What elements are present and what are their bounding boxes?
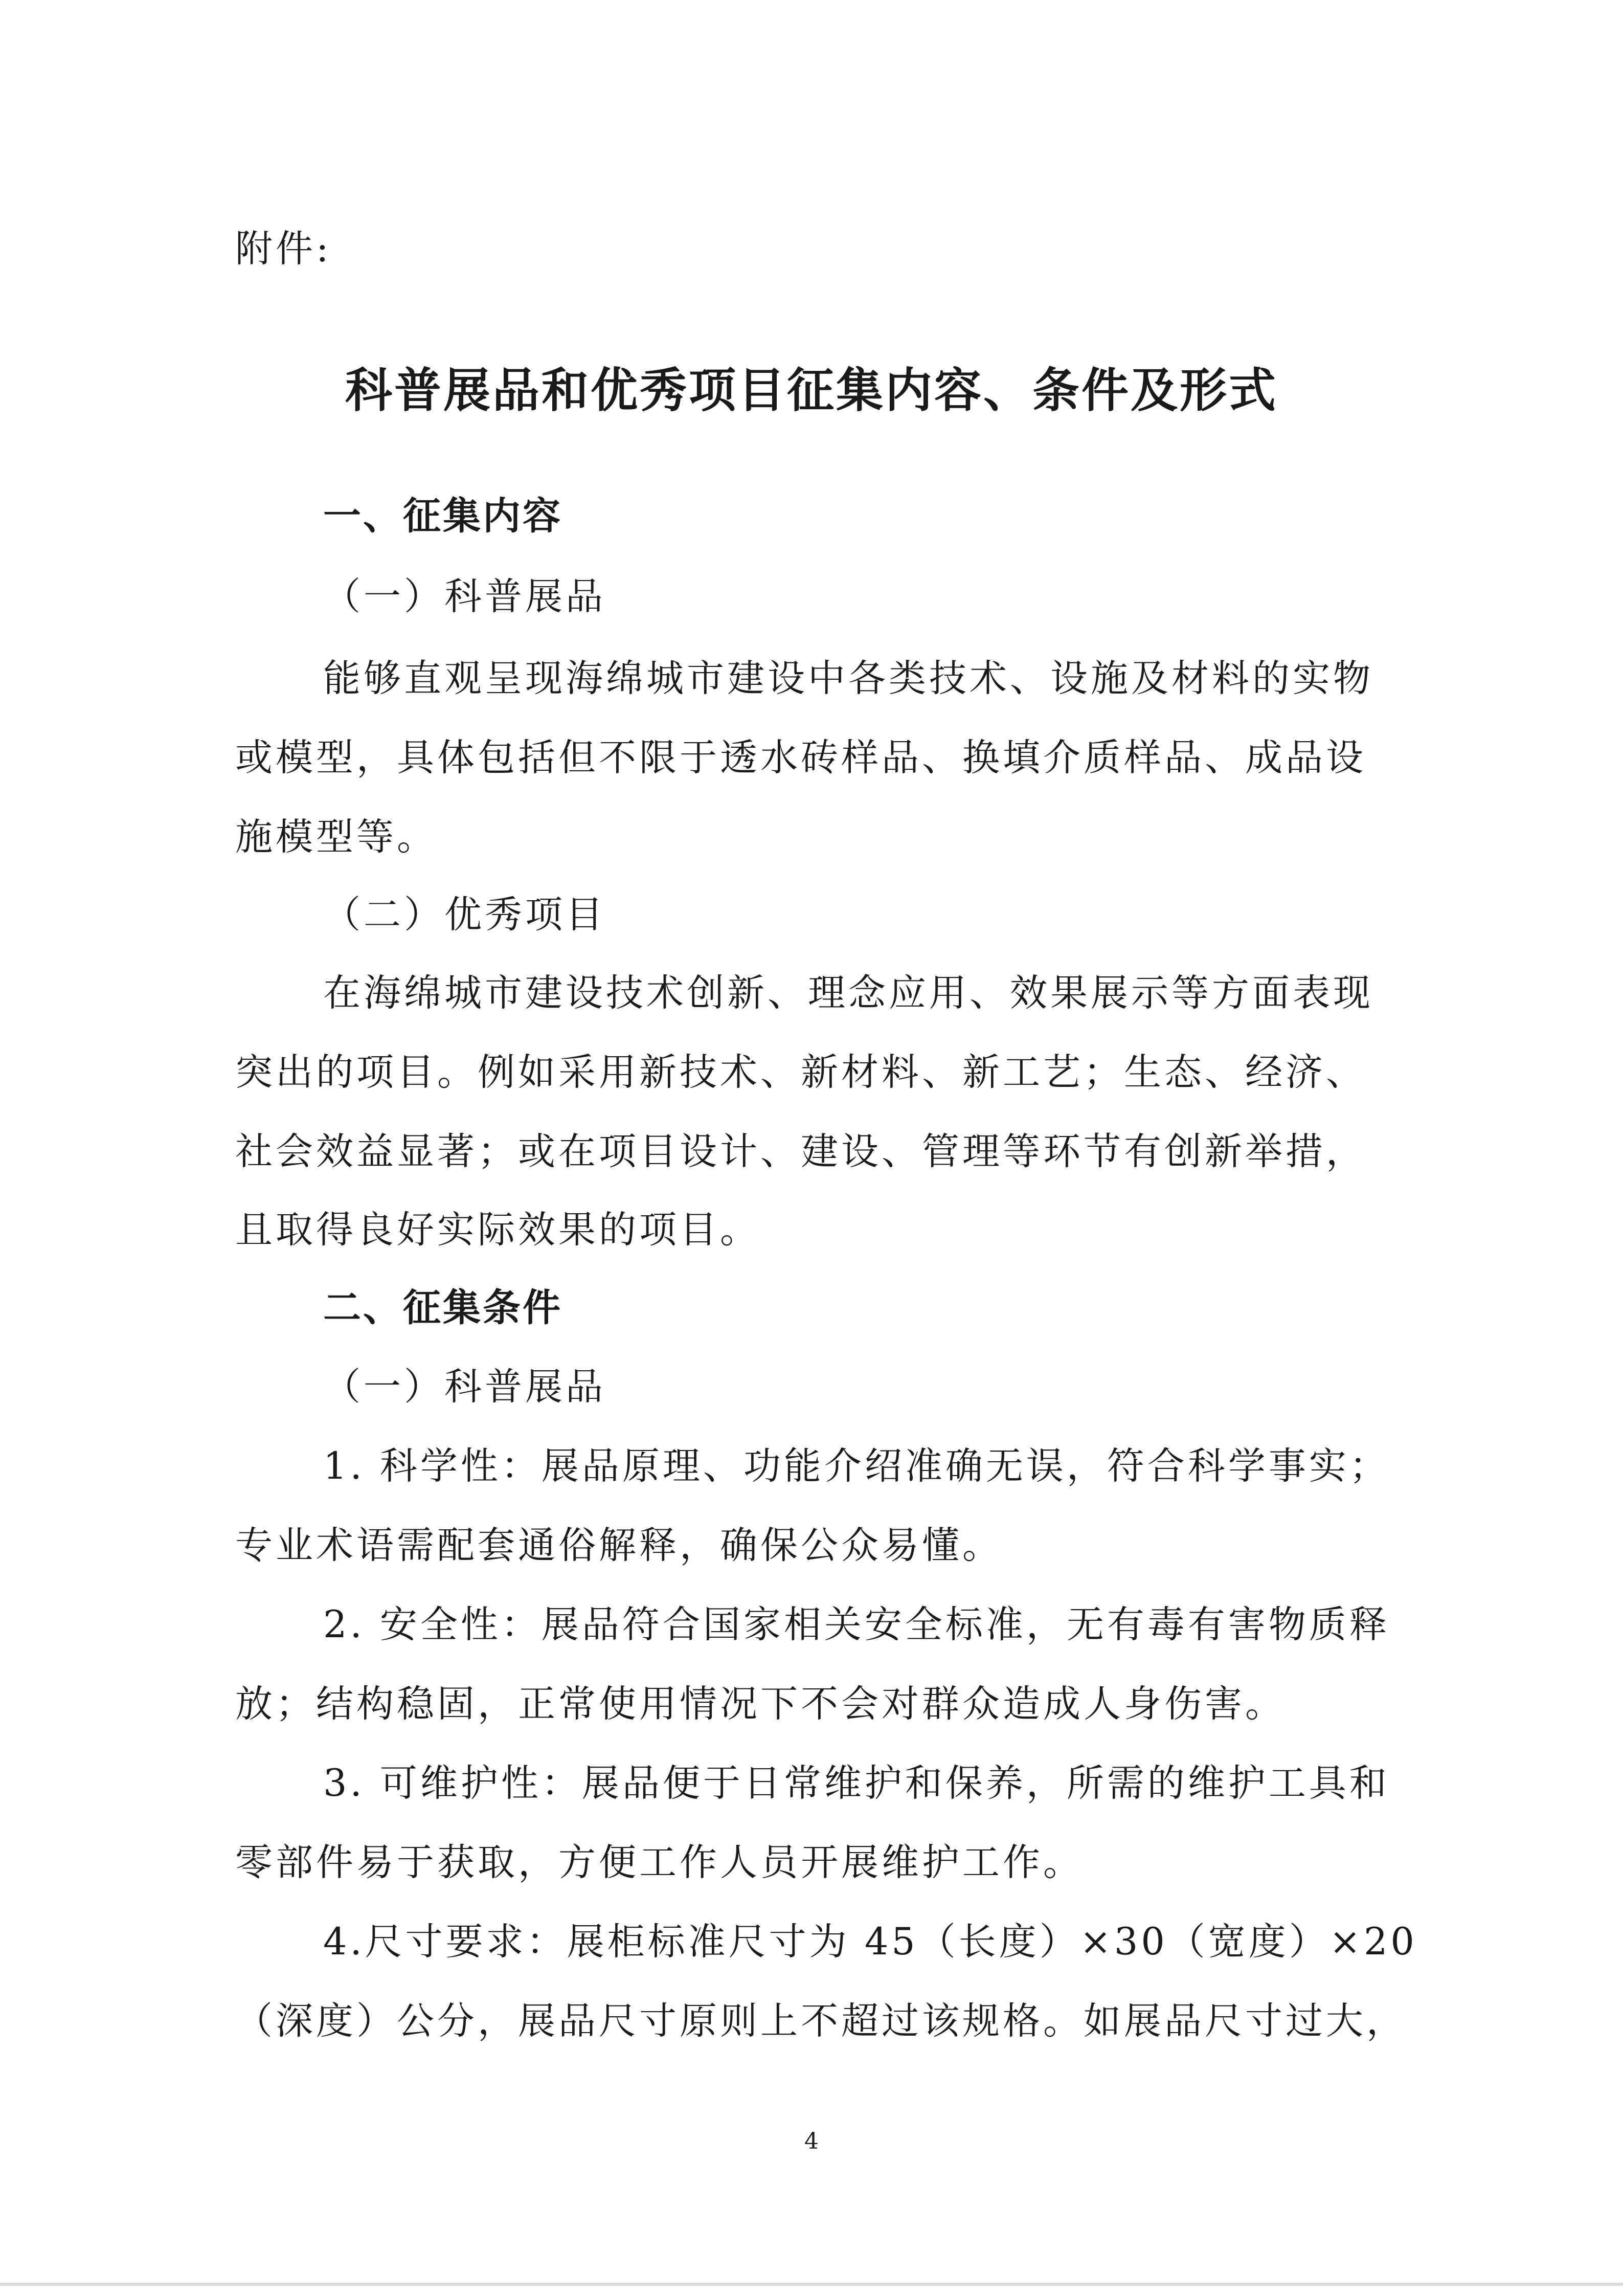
paragraph-line: 社会效益显著；或在项目设计、建设、管理等环节有创新举措， (235, 1130, 1366, 1173)
list-item-line: 1. 科学性：展品原理、功能介绍准确无误，符合科学事实； (323, 1444, 1390, 1488)
page-number: 4 (804, 2128, 819, 2154)
subsection-label-exhibits: （一）科普展品 (323, 1365, 606, 1409)
document-title: 科普展品和优秀项目征集内容、条件及形式 (345, 363, 1278, 418)
list-item-line: 零部件易于获取，方便工作人员开展维护工作。 (235, 1841, 1084, 1884)
subsection-label-projects: （二）优秀项目 (323, 893, 606, 937)
list-item-line: 2. 安全性：展品符合国家相关安全标准，无有毒有害物质释 (323, 1603, 1390, 1646)
list-item-line: 3. 可维护性：展品便于日常维护和保养，所需的维护工具和 (323, 1762, 1390, 1805)
list-item-line: 4.尺寸要求：展柜标准尺寸为 45（长度）×30（宽度）×20 (323, 1920, 1417, 1964)
paragraph-line: 施模型等。 (235, 815, 437, 859)
paragraph-line: 在海绵城市建设技术创新、理念应用、效果展示等方面表现 (323, 971, 1373, 1015)
paragraph-line: 且取得良好实际效果的项目。 (235, 1208, 760, 1252)
list-item-line: 专业术语需配套通俗解释，确保公众易懂。 (235, 1524, 1003, 1567)
subsection-label-exhibits: （一）科普展品 (323, 575, 606, 618)
paragraph-line: 能够直观呈现海绵城市建设中各类技术、设施及材料的实物 (323, 657, 1373, 700)
list-item-line: （深度）公分，展品尺寸原则上不超过该规格。如展品尺寸过大， (235, 1999, 1407, 2043)
paragraph-line: 或模型，具体包括但不限于透水砖样品、换填介质样品、成品设 (235, 736, 1366, 779)
scan-edge-divider (0, 2283, 1623, 2286)
attachment-label: 附件: (235, 227, 332, 271)
section-heading-content: 一、征集内容 (323, 494, 562, 538)
list-item-line: 放；结构稳固，正常使用情况下不会对群众造成人身伤害。 (235, 1682, 1286, 1726)
paragraph-line: 突出的项目。例如采用新技术、新材料、新工艺；生态、经济、 (235, 1051, 1366, 1094)
section-heading-conditions: 二、征集条件 (323, 1286, 562, 1330)
